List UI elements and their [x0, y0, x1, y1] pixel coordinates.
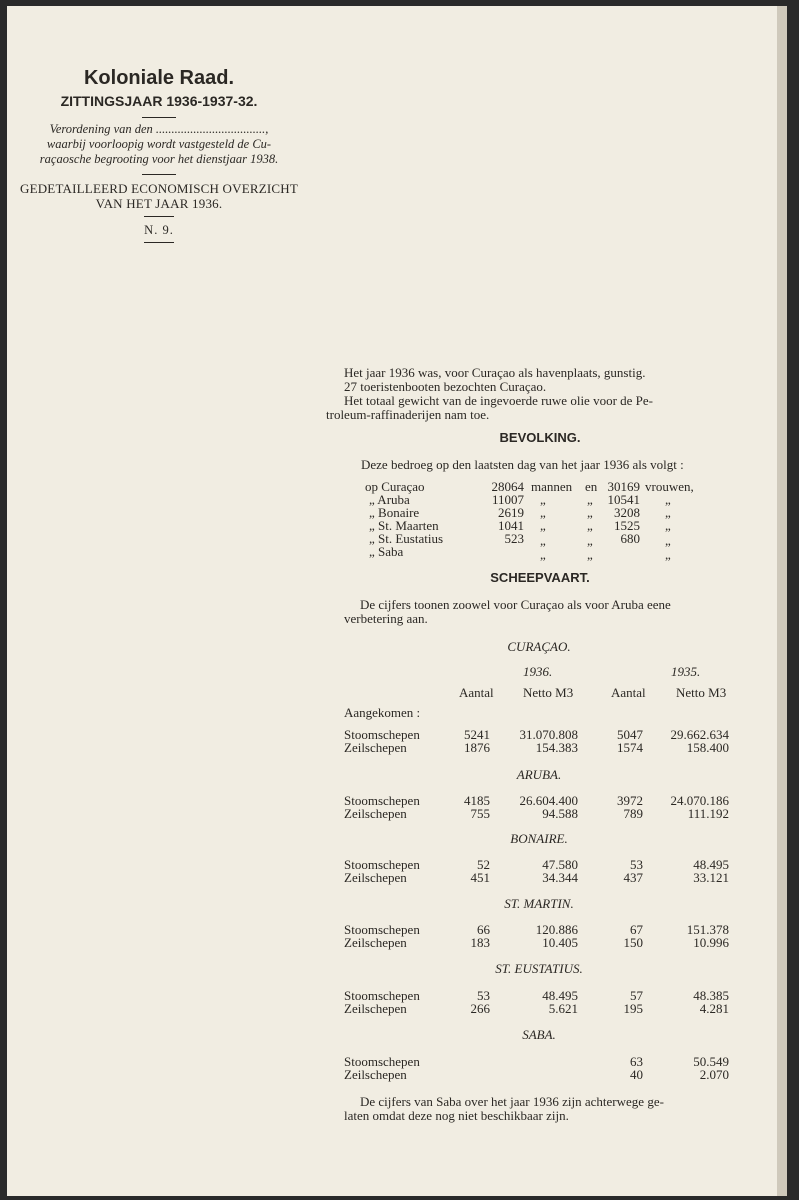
pop-unit: „	[587, 533, 593, 548]
pop-men: 523	[504, 531, 524, 546]
pop-unit: „	[540, 492, 546, 507]
council-title: Koloniale Raad.	[83, 67, 235, 89]
pop-unit: „	[587, 518, 593, 533]
shipping-footnote: De cijfers van Saba over het jaar 1936 zijn achterwege ge- laten omdat deze nog niet beschikbaar zijn.	[344, 1094, 664, 1123]
divider	[144, 242, 174, 243]
pop-unit: „	[587, 492, 593, 507]
pop-unit: „	[665, 533, 671, 548]
pop-unit: „	[665, 492, 671, 507]
pop-men: 11007	[491, 492, 524, 507]
pop-women: 3208	[614, 505, 640, 520]
page-edge	[777, 6, 787, 1196]
pop-place: „ Aruba	[369, 492, 410, 507]
island-st-eustatius: ST. EUSTATIUS.	[495, 961, 583, 976]
ordinance-text: Verordening van den ..................................., waarbij voorloopig wordt vastgesteld de Cu- raçaosche begrooting voor het dienstjaar 1938.	[39, 122, 279, 166]
pop-unit: „	[540, 518, 546, 533]
pop-unit: „	[587, 505, 593, 520]
session-year: ZITTINGSJAAR 1936-1937-32.	[60, 93, 258, 109]
island-aruba: ARUBA.	[516, 767, 562, 782]
divider	[142, 174, 176, 175]
pop-unit: „	[540, 533, 546, 548]
pop-unit: „	[540, 505, 546, 520]
divider	[144, 216, 174, 217]
document-number: N. 9.	[144, 223, 174, 237]
pop-women: 30169	[607, 479, 640, 494]
pop-unit: „	[540, 547, 546, 562]
year-1935: 1935.	[671, 664, 701, 679]
pop-men: 2619	[498, 505, 524, 520]
pop-unit: „	[587, 547, 593, 562]
pop-women: 10541	[607, 492, 640, 507]
col-volume-1935: Netto M3	[676, 685, 727, 700]
island-saba: SABA.	[522, 1027, 556, 1042]
divider	[142, 117, 176, 118]
pop-unit: „	[665, 518, 671, 533]
pop-women: 680	[620, 531, 640, 546]
pop-place: „ Saba	[369, 544, 404, 559]
report-title: GEDETAILLEERD ECONOMISCH OVERZICHT VAN HET JAAR 1936.	[19, 181, 298, 211]
island-bonaire: BONAIRE.	[510, 831, 568, 846]
shipping-heading: SCHEEPVAART.	[490, 570, 590, 585]
island-curacao: CURAÇAO.	[507, 639, 571, 654]
shipping-intro: De cijfers toonen zoowel voor Curaçao als voor Aruba eene verbetering aan.	[344, 597, 671, 626]
year-1936: 1936.	[523, 664, 553, 679]
pop-place: op Curaçao	[365, 479, 425, 494]
col-volume-1936: Netto M3	[523, 685, 574, 700]
pop-place: „ Bonaire	[369, 505, 420, 520]
pop-unit: mannen	[531, 479, 573, 494]
pop-place: „ St. Eustatius	[369, 531, 444, 546]
col-count-1935: Aantal	[611, 685, 646, 700]
pop-unit: vrouwen,	[645, 479, 694, 494]
pop-unit: „	[665, 547, 671, 562]
pop-unit: en	[585, 479, 598, 494]
pop-women: 1525	[614, 518, 640, 533]
pop-place: „ St. Maarten	[369, 518, 439, 533]
col-count-1936: Aantal	[459, 685, 494, 700]
pop-men: 28064	[491, 479, 524, 494]
pop-men: 1041	[498, 518, 524, 533]
arrived-label: Aangekomen :	[344, 705, 421, 720]
island-st-martin: ST. MARTIN.	[504, 896, 574, 911]
intro-paragraph: Het jaar 1936 was, voor Curaçao als havenplaats, gunstig. 27 toeristenbooten bezochten Curaçao. Het totaal gewicht van de ingevoerde ruwe olie voor de Pe- troleum-raffinaderijen nam toe.	[326, 365, 653, 422]
population-intro: Deze bedroeg op den laatsten dag van het jaar 1936 als volgt :	[361, 457, 684, 472]
document-header	[14, 66, 304, 243]
population-heading: BEVOLKING.	[499, 430, 581, 445]
pop-unit: „	[665, 505, 671, 520]
